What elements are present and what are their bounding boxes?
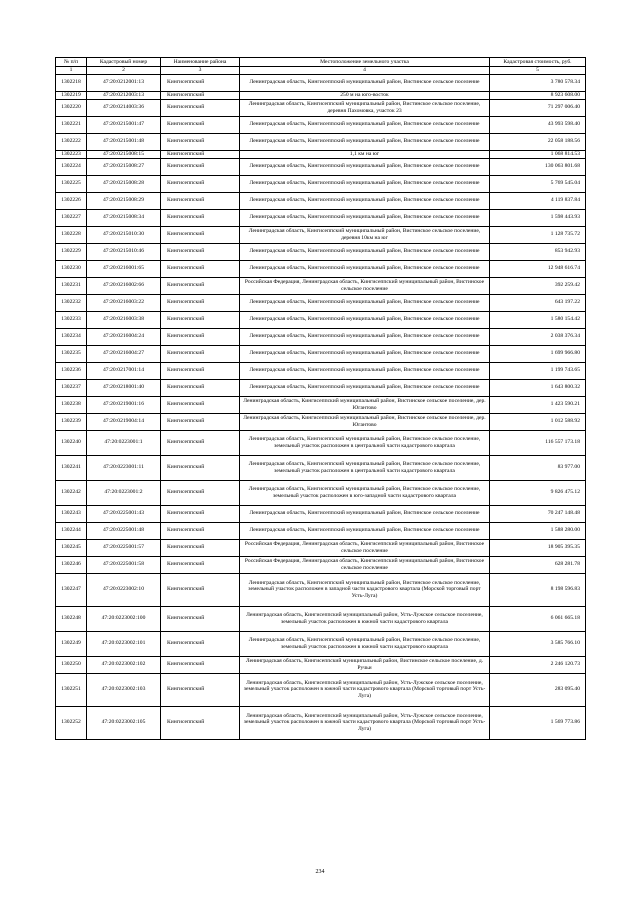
location: Ленинградская область, Кингисеппский муниципальный район, Вистинское сельское поселение, дер. Югантово [240, 413, 490, 430]
cadastral-number: 47:20:0216004:27 [87, 345, 161, 362]
district-name: Кингисеппский [161, 396, 240, 413]
location: Ленинградская область, Кингисеппский муниципальный район, Вистинское сельское поселение [240, 260, 490, 277]
cadastral-number: 47:20:0215008:29 [87, 192, 161, 209]
table-row [56, 522, 586, 539]
district-name: Кингисеппский [161, 413, 240, 430]
row-number: 1302246 [56, 556, 87, 573]
location: Ленинградская область, Кингисеппский муниципальный район, Вистинское сельское поселение [240, 505, 490, 522]
row-number: 1302241 [56, 455, 87, 480]
row-number: 1302249 [56, 631, 87, 656]
cadastral-number: 47:20:0212001:13 [87, 74, 161, 91]
column-number: 2 [87, 67, 161, 75]
cadastral-value-table [55, 57, 586, 740]
district-name: Кингисеппский [161, 328, 240, 345]
district-name: Кингисеппский [161, 522, 240, 539]
district-name: Кингисеппский [161, 133, 240, 150]
location: Ленинградская область, Кингисеппский муниципальный район, Вистинское сельское поселение, д. Ручьи [240, 656, 490, 673]
cadastral-number: 47:20:0223002:10 [87, 573, 161, 606]
row-number: 1302244 [56, 522, 87, 539]
cadastral-number: 47:20:0225001:48 [87, 522, 161, 539]
district-name: Кингисеппский [161, 158, 240, 175]
cadastral-number: 47:20:0223002:100 [87, 606, 161, 631]
table-row [56, 277, 586, 294]
location: Ленинградская область, Кингисеппский муниципальный район, Вистинское сельское поселение [240, 243, 490, 260]
district-name: Кингисеппский [161, 455, 240, 480]
cadastral-number: 47:20:0215008:15 [87, 150, 161, 158]
district-name: Кингисеппский [161, 74, 240, 91]
district-name: Кингисеппский [161, 192, 240, 209]
district-name: Кингисеппский [161, 539, 240, 556]
cadastral-value: 1 012 588.92 [490, 413, 586, 430]
column-number: 3 [161, 67, 240, 75]
row-number: 1302221 [56, 116, 87, 133]
cadastral-number: 47:20:0223002:102 [87, 656, 161, 673]
row-number: 1302239 [56, 413, 87, 430]
cadastral-value: 130 063 801.68 [490, 158, 586, 175]
cadastral-number: 47:20:0215008:27 [87, 158, 161, 175]
location: Ленинградская область, Кингисеппский муниципальный район, Вистинское сельское поселение, земельный участок расположен в центральной части кадастрового квартала [240, 430, 490, 455]
cadastral-value: 6 061 665.18 [490, 606, 586, 631]
cadastral-number: 47:20:0215001:48 [87, 133, 161, 150]
header-cadastral-value: Кадастровая стоимость, руб. [490, 58, 586, 67]
cadastral-number: 47:20:0225001:43 [87, 505, 161, 522]
location: Ленинградская область, Кингисеппский муниципальный район, Вистинское сельское поселение, деревня Пахомовка, участок 23 [240, 99, 490, 116]
table-row [56, 631, 586, 656]
district-name: Кингисеппский [161, 260, 240, 277]
column-number-row [56, 67, 586, 75]
header-number: № п/п [56, 58, 87, 67]
row-number: 1302242 [56, 480, 87, 505]
location: Российская Федерация, Ленинградская область, Кингисеппский муниципальный район, Вистинское сельское поселение [240, 539, 490, 556]
table-row [56, 294, 586, 311]
table-row [56, 116, 586, 133]
location: Ленинградская область, Кингисеппский муниципальный район, Вистинское сельское поселение [240, 192, 490, 209]
row-number: 1302238 [56, 396, 87, 413]
district-name: Кингисеппский [161, 573, 240, 606]
cadastral-value: 71 297 006.40 [490, 99, 586, 116]
cadastral-value: 1 068 814.53 [490, 150, 586, 158]
district-name: Кингисеппский [161, 277, 240, 294]
row-number: 1302235 [56, 345, 87, 362]
row-number: 1302227 [56, 209, 87, 226]
table-row [56, 175, 586, 192]
cadastral-value: 116 557 173.18 [490, 430, 586, 455]
location: Ленинградская область, Кингисеппский муниципальный район, Вистинское сельское поселение [240, 116, 490, 133]
cadastral-value: 392 259.42 [490, 277, 586, 294]
cadastral-table-container [55, 57, 585, 740]
cadastral-number: 47:20:0223001:11 [87, 455, 161, 480]
location: Ленинградская область, Кингисеппский муниципальный район, Усть-Лужское сельское поселение, земельный участок расположен в южной части кадастрового квартала [240, 606, 490, 631]
row-number: 1302218 [56, 74, 87, 91]
location: Ленинградская область, Кингисеппский муниципальный район, Вистинское сельское поселение, земельный участок расположен в центральной части кадастрового квартала [240, 455, 490, 480]
table-row [56, 328, 586, 345]
cadastral-number: 47:20:0223002:101 [87, 631, 161, 656]
table-row [56, 226, 586, 243]
cadastral-value: 9 826 475.12 [490, 480, 586, 505]
row-number: 1302232 [56, 294, 87, 311]
cadastral-value: 83 977.00 [490, 455, 586, 480]
cadastral-number: 47:20:0223001:1 [87, 430, 161, 455]
table-row [56, 673, 586, 706]
cadastral-value: 628 281.78 [490, 556, 586, 573]
district-name: Кингисеппский [161, 150, 240, 158]
district-name: Кингисеппский [161, 480, 240, 505]
header-row [56, 58, 586, 67]
table-row [56, 455, 586, 480]
row-number: 1302230 [56, 260, 87, 277]
location: Ленинградская область, Кингисеппский муниципальный район, Вистинское сельское поселение [240, 158, 490, 175]
location: Ленинградская область, Кингисеппский муниципальный район, Вистинское сельское поселение [240, 345, 490, 362]
cadastral-value: 643 197.22 [490, 294, 586, 311]
cadastral-number: 47:20:0219001:16 [87, 396, 161, 413]
cadastral-value: 1 699 966.80 [490, 345, 586, 362]
cadastral-value: 3 780 578.34 [490, 74, 586, 91]
district-name: Кингисеппский [161, 673, 240, 706]
cadastral-value: 12 948 616.74 [490, 260, 586, 277]
row-number: 1302225 [56, 175, 87, 192]
table-row [56, 192, 586, 209]
location: 1,1 км на юг [240, 150, 490, 158]
table-body [56, 74, 586, 739]
cadastral-value: 4 119 837.84 [490, 192, 586, 209]
district-name: Кингисеппский [161, 430, 240, 455]
row-number: 1302250 [56, 656, 87, 673]
table-row [56, 539, 586, 556]
district-name: Кингисеппский [161, 175, 240, 192]
cadastral-number: 47:20:0215001:47 [87, 116, 161, 133]
location: Ленинградская область, Кингисеппский муниципальный район, Вистинское сельское поселение [240, 379, 490, 396]
row-number: 1302245 [56, 539, 87, 556]
table-row [56, 150, 586, 158]
cadastral-number: 47:20:0219004:14 [87, 413, 161, 430]
row-number: 1302236 [56, 362, 87, 379]
district-name: Кингисеппский [161, 294, 240, 311]
cadastral-number: 47:20:0215010:30 [87, 226, 161, 243]
cadastral-value: 43 993 598.40 [490, 116, 586, 133]
district-name: Кингисеппский [161, 243, 240, 260]
row-number: 1302226 [56, 192, 87, 209]
location: Ленинградская область, Кингисеппский муниципальный район, Вистинское сельское поселение [240, 175, 490, 192]
cadastral-value: 3 585 766.10 [490, 631, 586, 656]
cadastral-number: 47:20:0223001:2 [87, 480, 161, 505]
table-row [56, 133, 586, 150]
district-name: Кингисеппский [161, 99, 240, 116]
table-row [56, 430, 586, 455]
row-number: 1302223 [56, 150, 87, 158]
location: Ленинградская область, Кингисеппский муниципальный район, Вистинское сельское поселение, земельный участок расположен в южной части кадастрового квартала [240, 631, 490, 656]
row-number: 1302220 [56, 99, 87, 116]
table-row [56, 413, 586, 430]
cadastral-value: 1 598 443.93 [490, 209, 586, 226]
cadastral-number: 47:20:0214003:36 [87, 99, 161, 116]
table-row [56, 260, 586, 277]
district-name: Кингисеппский [161, 505, 240, 522]
cadastral-number: 47:20:0217001:14 [87, 362, 161, 379]
location: Ленинградская область, Кингисеппский муниципальный район, Вистинское сельское поселение [240, 209, 490, 226]
district-name: Кингисеппский [161, 91, 240, 99]
cadastral-number: 47:20:0218001:40 [87, 379, 161, 396]
table-row [56, 480, 586, 505]
table-row [56, 158, 586, 175]
row-number: 1302247 [56, 573, 87, 606]
column-number: 4 [240, 67, 490, 75]
row-number: 1302234 [56, 328, 87, 345]
table-row [56, 243, 586, 260]
row-number: 1302228 [56, 226, 87, 243]
location: 250 м на юго-восток [240, 91, 490, 99]
district-name: Кингисеппский [161, 606, 240, 631]
district-name: Кингисеппский [161, 345, 240, 362]
cadastral-number: 47:20:0216002:66 [87, 277, 161, 294]
cadastral-value: 2 246 120.73 [490, 656, 586, 673]
location: Ленинградская область, Кингисеппский муниципальный район, Вистинское сельское поселение, земельный участок расположен в западной части кадастрового квартала (Морской торговый порт Усть-Луга) [240, 573, 490, 606]
cadastral-value: 1 423 590.21 [490, 396, 586, 413]
table-row [56, 606, 586, 631]
cadastral-value: 853 942.93 [490, 243, 586, 260]
cadastral-value: 18 905 395.35 [490, 539, 586, 556]
table-row [56, 74, 586, 91]
table-row [56, 362, 586, 379]
location: Ленинградская область, Кингисеппский муниципальный район, Вистинское сельское поселение [240, 294, 490, 311]
district-name: Кингисеппский [161, 631, 240, 656]
table-row [56, 91, 586, 99]
district-name: Кингисеппский [161, 556, 240, 573]
cadastral-number: 47:20:0216003:38 [87, 311, 161, 328]
location: Ленинградская область, Кингисеппский муниципальный район, Вистинское сельское поселение [240, 522, 490, 539]
location: Ленинградская область, Кингисеппский муниципальный район, Вистинское сельское поселение [240, 74, 490, 91]
header-district: Наименование района [161, 58, 240, 67]
cadastral-number: 47:20:0212003:13 [87, 91, 161, 99]
row-number: 1302224 [56, 158, 87, 175]
row-number: 1302219 [56, 91, 87, 99]
row-number: 1302233 [56, 311, 87, 328]
district-name: Кингисеппский [161, 379, 240, 396]
table-row [56, 209, 586, 226]
location: Ленинградская область, Кингисеппский муниципальный район, Вистинское сельское поселение, дер. Югантово [240, 396, 490, 413]
location: Ленинградская область, Кингисеппский муниципальный район, Вистинское сельское поселение [240, 328, 490, 345]
location: Ленинградская область, Кингисеппский муниципальный район, Вистинское сельское поселение [240, 133, 490, 150]
cadastral-number: 47:20:0223002:103 [87, 673, 161, 706]
column-number: 1 [56, 67, 87, 75]
cadastral-value: 1 569 773.86 [490, 706, 586, 739]
cadastral-value: 1 128 735.72 [490, 226, 586, 243]
cadastral-number: 47:20:0225001:57 [87, 539, 161, 556]
page-number: 234 [315, 869, 325, 875]
row-number: 1302243 [56, 505, 87, 522]
cadastral-value: 2 038 376.34 [490, 328, 586, 345]
cadastral-value: 5 769 545.04 [490, 175, 586, 192]
table-row [56, 311, 586, 328]
cadastral-number: 47:20:0216001:65 [87, 260, 161, 277]
location: Ленинградская область, Кингисеппский муниципальный район, Усть-Лужское сельское поселение, земельный участок расположен в южной части кадастрового квартала (Морской торговый порт Усть-Луга) [240, 673, 490, 706]
location: Ленинградская область, Кингисеппский муниципальный район, Вистинское сельское поселение, деревня 10км на юг [240, 226, 490, 243]
row-number: 1302222 [56, 133, 87, 150]
table-row [56, 99, 586, 116]
district-name: Кингисеппский [161, 226, 240, 243]
location: Ленинградская область, Кингисеппский муниципальный район, Вистинское сельское поселение [240, 311, 490, 328]
row-number: 1302248 [56, 606, 87, 631]
district-name: Кингисеппский [161, 706, 240, 739]
row-number: 1302251 [56, 673, 87, 706]
cadastral-number: 47:20:0215008:34 [87, 209, 161, 226]
table-row [56, 656, 586, 673]
table-row [56, 706, 586, 739]
cadastral-number: 47:20:0223002:105 [87, 706, 161, 739]
row-number: 1302237 [56, 379, 87, 396]
location: Ленинградская область, Кингисеппский муниципальный район, Усть-Лужское сельское поселение, земельный участок расположен в южной части кадастрового квартала (Морской торговый порт Усть-Луга) [240, 706, 490, 739]
cadastral-value: 1 643 800.32 [490, 379, 586, 396]
row-number: 1302240 [56, 430, 87, 455]
header-location: Местоположение земельного участка [240, 58, 490, 67]
cadastral-number: 47:20:0215010:46 [87, 243, 161, 260]
location: Ленинградская область, Кингисеппский муниципальный район, Вистинское сельское поселение, земельный участок расположен в юго-западной части кадастрового квартала [240, 480, 490, 505]
location: Ленинградская область, Кингисеппский муниципальный район, Вистинское сельское поселение [240, 362, 490, 379]
table-row [56, 505, 586, 522]
district-name: Кингисеппский [161, 209, 240, 226]
cadastral-value: 8 198 596.83 [490, 573, 586, 606]
cadastral-value: 1 588 280.00 [490, 522, 586, 539]
cadastral-value: 22 058 188.56 [490, 133, 586, 150]
cadastral-number: 47:20:0225001:58 [87, 556, 161, 573]
cadastral-value: 283 095.40 [490, 673, 586, 706]
cadastral-value: 1 199 743.65 [490, 362, 586, 379]
district-name: Кингисеппский [161, 656, 240, 673]
district-name: Кингисеппский [161, 116, 240, 133]
cadastral-value: 1 580 154.42 [490, 311, 586, 328]
table-row [56, 556, 586, 573]
table-row [56, 379, 586, 396]
district-name: Кингисеппский [161, 362, 240, 379]
location: Российская Федерация, Ленинградская область, Кингисеппский муниципальный район, Вистинское сельское поселение [240, 556, 490, 573]
row-number: 1302231 [56, 277, 87, 294]
cadastral-number: 47:20:0216003:22 [87, 294, 161, 311]
table-row [56, 573, 586, 606]
cadastral-value: 70 247 148.48 [490, 505, 586, 522]
table-row [56, 345, 586, 362]
cadastral-number: 47:20:0216004:24 [87, 328, 161, 345]
location: Российская Федерация, Ленинградская область, Кингисеппский муниципальный район, Вистинское сельское поселение [240, 277, 490, 294]
district-name: Кингисеппский [161, 311, 240, 328]
cadastral-number: 47:20:0215008:28 [87, 175, 161, 192]
row-number: 1302229 [56, 243, 87, 260]
column-number: 5 [490, 67, 586, 75]
header-cadastral-number: Кадастровый номер [87, 58, 161, 67]
cadastral-value: 8 923 608.00 [490, 91, 586, 99]
table-row [56, 396, 586, 413]
row-number: 1302252 [56, 706, 87, 739]
